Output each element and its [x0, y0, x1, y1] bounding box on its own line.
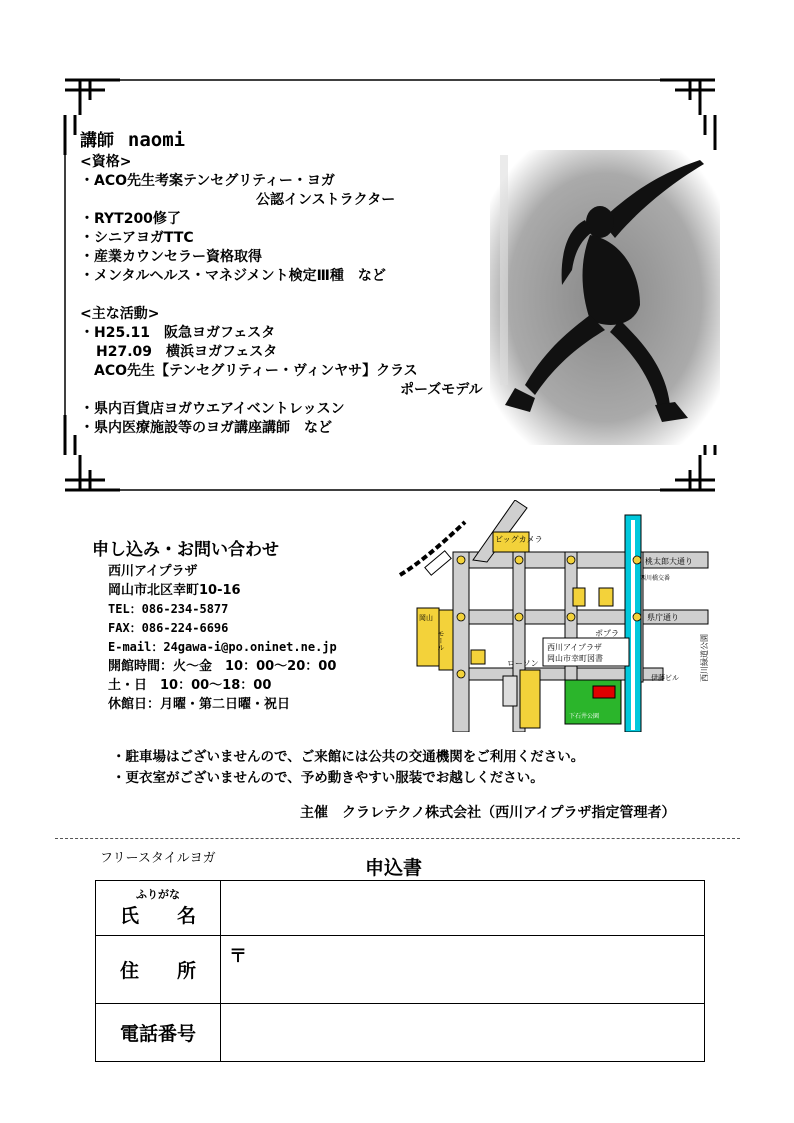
yoga-photo [490, 150, 720, 445]
activity-item: H27.09 横浜ヨガフェスタ [96, 344, 278, 360]
activity-item: ACO先生【テンセグリティー・ヴィンヤサ】クラス [94, 363, 418, 379]
note-changing-room: ・更衣室がございませんので、予め動きやすい服装でお越しください。 [112, 770, 544, 786]
furigana-label: ふりがな [136, 888, 180, 901]
cut-line [55, 838, 740, 839]
instructor-name: naomi [127, 129, 186, 151]
quals-heading: <資格> [80, 154, 132, 170]
instructor-title: 講師 [80, 131, 114, 151]
fax: FAX：086-224-6696 [108, 621, 229, 635]
tel: TEL：086-234-5877 [108, 602, 229, 616]
phone-label: 電話番号 [96, 1004, 221, 1062]
phone-field[interactable] [221, 1004, 705, 1062]
map-label-nishikawa-bridge: 西川橋交番 [640, 575, 671, 582]
address-label: 住 所 [96, 936, 221, 1004]
map-label-big-camera: ビッグカメラ [495, 535, 543, 544]
address-field[interactable] [221, 936, 705, 1004]
qual-item: ・メンタルヘルス・マネジメント検定Ⅲ種 など [80, 268, 386, 284]
activity-item: ・県内医療施設等のヨガ講座講師 など [80, 420, 332, 436]
map-label-ryokudo: 西川緑道公園 [700, 634, 709, 682]
form-title: 申込書 [365, 857, 423, 879]
access-map [395, 500, 710, 732]
name-field[interactable] [221, 881, 705, 936]
qual-item: ・シニアヨガTTC [80, 230, 194, 246]
postal-mark: 〒 [229, 946, 247, 967]
qual-item: ・RYT200修了 [80, 211, 181, 227]
email-link[interactable]: E-mail：24gawa-i@po.oninet.ne.jp [108, 640, 337, 654]
application-form [95, 880, 705, 1062]
opening-hours: 開館時間：火～金 10：00～20：00 [108, 659, 337, 674]
instructor-heading [80, 128, 483, 153]
organizer: 主催 クラレテクノ株式会社（西川アイプラザ指定管理者） [300, 805, 676, 821]
map-label-iplaza: 西川アイプラザ [547, 643, 603, 652]
venue-name: 西川アイプラザ [108, 564, 198, 579]
activities-heading: <主な活動> [80, 306, 160, 322]
map-label-poplar: ポプラ [595, 629, 619, 638]
name-label-cell [96, 881, 221, 936]
map-label-shimoishii: 下石井公園 [569, 713, 600, 720]
qual-item: ・産業カウンセラー資格取得 [80, 249, 262, 265]
activity-item: ・県内百貨店ヨガウエアイベントレッスン [80, 401, 345, 417]
map-label-momotaro: 桃太郎大通り [645, 557, 693, 566]
qual-item: ・ACO先生考案テンセグリティー・ヨガ [80, 173, 335, 189]
map-label-itochu: 伊藤ビル [651, 674, 679, 682]
note-parking: ・駐車場はございませんので、ご来館には公共の交通機関をご利用ください。 [112, 749, 585, 765]
qual-item: 公認インストラクター [256, 192, 396, 208]
activity-item: ポーズモデル [400, 382, 483, 398]
closed-days: 休館日：月曜・第二日曜・祝日 [108, 697, 291, 712]
name-label: 氏 名 [119, 905, 196, 927]
map-label-library: 岡山市幸町図書 [547, 654, 603, 663]
map-label-lawson: ローソン [507, 659, 539, 668]
contact-block [92, 538, 337, 714]
activity-item: ・H25.11 阪急ヨガフェスタ [80, 325, 276, 341]
contact-heading: 申し込み・お問い合わせ [92, 540, 279, 560]
map-label-okayama: 岡山 [419, 614, 433, 622]
map-label-kencho: 県庁通り [647, 613, 679, 622]
venue-address: 岡山市北区幸町10-16 [108, 583, 241, 598]
map-label-mall: モール [437, 630, 445, 651]
class-name: フリースタイルヨガ [100, 851, 216, 866]
weekend-hours: 土・日 10：00～18：00 [108, 678, 272, 693]
